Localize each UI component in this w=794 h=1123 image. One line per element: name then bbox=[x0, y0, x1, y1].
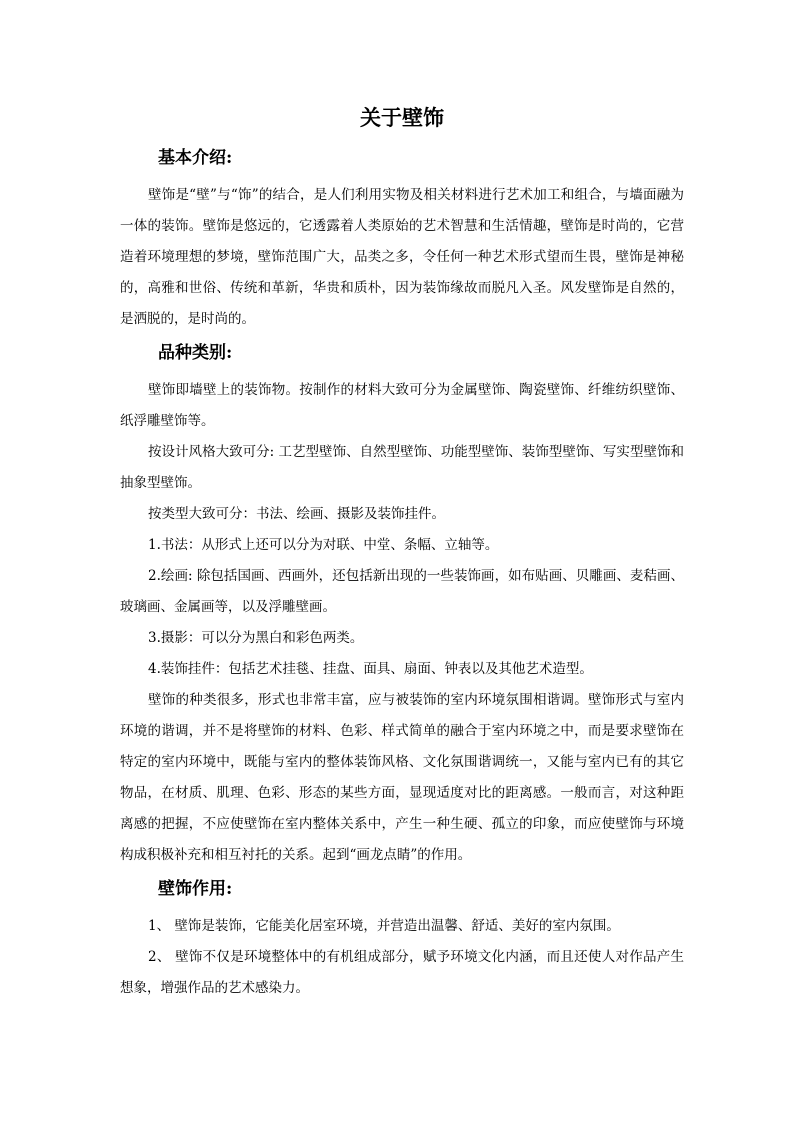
section-heading-basic-intro: 基本介绍: bbox=[158, 148, 233, 168]
list-item: 1.书法：从形式上还可以分为对联、中堂、条幅、立轴等。 bbox=[148, 537, 499, 553]
paragraph: 壁饰是“壁”与“饰”的结合，是人们利用实物及相关材料进行艺术加工和组合，与墙面融为一体的装饰。壁饰是悠远的，它透露着人类原始的艺术智慧和生活情趣，壁饰是时尚的，它营造着环境理想的梦境，壁饰范围广大，品类之多，令任何一种艺术形式望而生畏，壁饰是神秘的，高雅和世俗、传统和革新，华贵和质朴，因为装饰缘故而脱凡入圣。风发壁饰是自然的，是洒脱的，是时尚的。 bbox=[120, 187, 684, 327]
section-heading-varieties: 品种类别: bbox=[158, 343, 233, 363]
list-item: 4.装饰挂件：包括艺术挂毯、挂盘、面具、扇面、钟表以及其他艺术造型。 bbox=[148, 661, 593, 677]
section-varieties bbox=[120, 341, 684, 871]
section-basic-intro bbox=[120, 146, 684, 335]
paragraph: 壁饰即墙壁上的装饰物。按制作的材料大致可分为金属壁饰、陶瓷壁饰、纤维纺织壁饰、纸浮雕壁饰等。 bbox=[120, 382, 684, 429]
paragraph: 按设计风格大致可分: 工艺型壁饰、自然型壁饰、功能型壁饰、装饰型壁饰、写实型壁饰和抽象型壁饰。 bbox=[120, 444, 684, 491]
document-body bbox=[120, 104, 684, 1010]
list-item: 2、 壁饰不仅是环境整体中的有机组成部分，赋予环境文化内涵，而且还使人对作品产生想象，增强作品的艺术感染力。 bbox=[120, 949, 684, 996]
section-heading-functions: 壁饰作用: bbox=[158, 879, 233, 899]
document-title: 关于壁饰 bbox=[360, 105, 444, 130]
paragraph: 壁饰的种类很多，形式也非常丰富，应与被装饰的室内环境氛围相谐调。壁饰形式与室内环境的谐调，并不是将壁饰的材料、色彩、样式简单的融合于室内环境之中，而是要求壁饰在特定的室内环境中，既能与室内的整体装饰风格、文化氛围谐调统一，又能与室内已有的其它物品，在材质、肌理、色彩、形态的某些方面，显现适度对比的距离感。一般而言，对这种距离感的把握，不应使壁饰在室内整体关系中，产生一种生硬、孤立的印象，而应使壁饰与环境构成积极补充和相互衬托的关系。起到“画龙点睛”的作用。 bbox=[120, 692, 684, 863]
section-functions bbox=[120, 877, 684, 1004]
paragraph: 按类型大致可分：书法、绘画、摄影及装饰挂件。 bbox=[148, 506, 445, 522]
list-item: 1、 壁饰是装饰，它能美化居室环境，并营造出温馨、舒适、美好的室内氛围。 bbox=[148, 918, 620, 934]
list-item: 2.绘画: 除包括国画、西画外，还包括新出现的一些装饰画，如布贴画、贝雕画、麦秸画、玻璃画、金属画等，以及浮雕壁画。 bbox=[120, 568, 684, 615]
list-item: 3.摄影：可以分为黑白和彩色两类。 bbox=[148, 630, 364, 646]
